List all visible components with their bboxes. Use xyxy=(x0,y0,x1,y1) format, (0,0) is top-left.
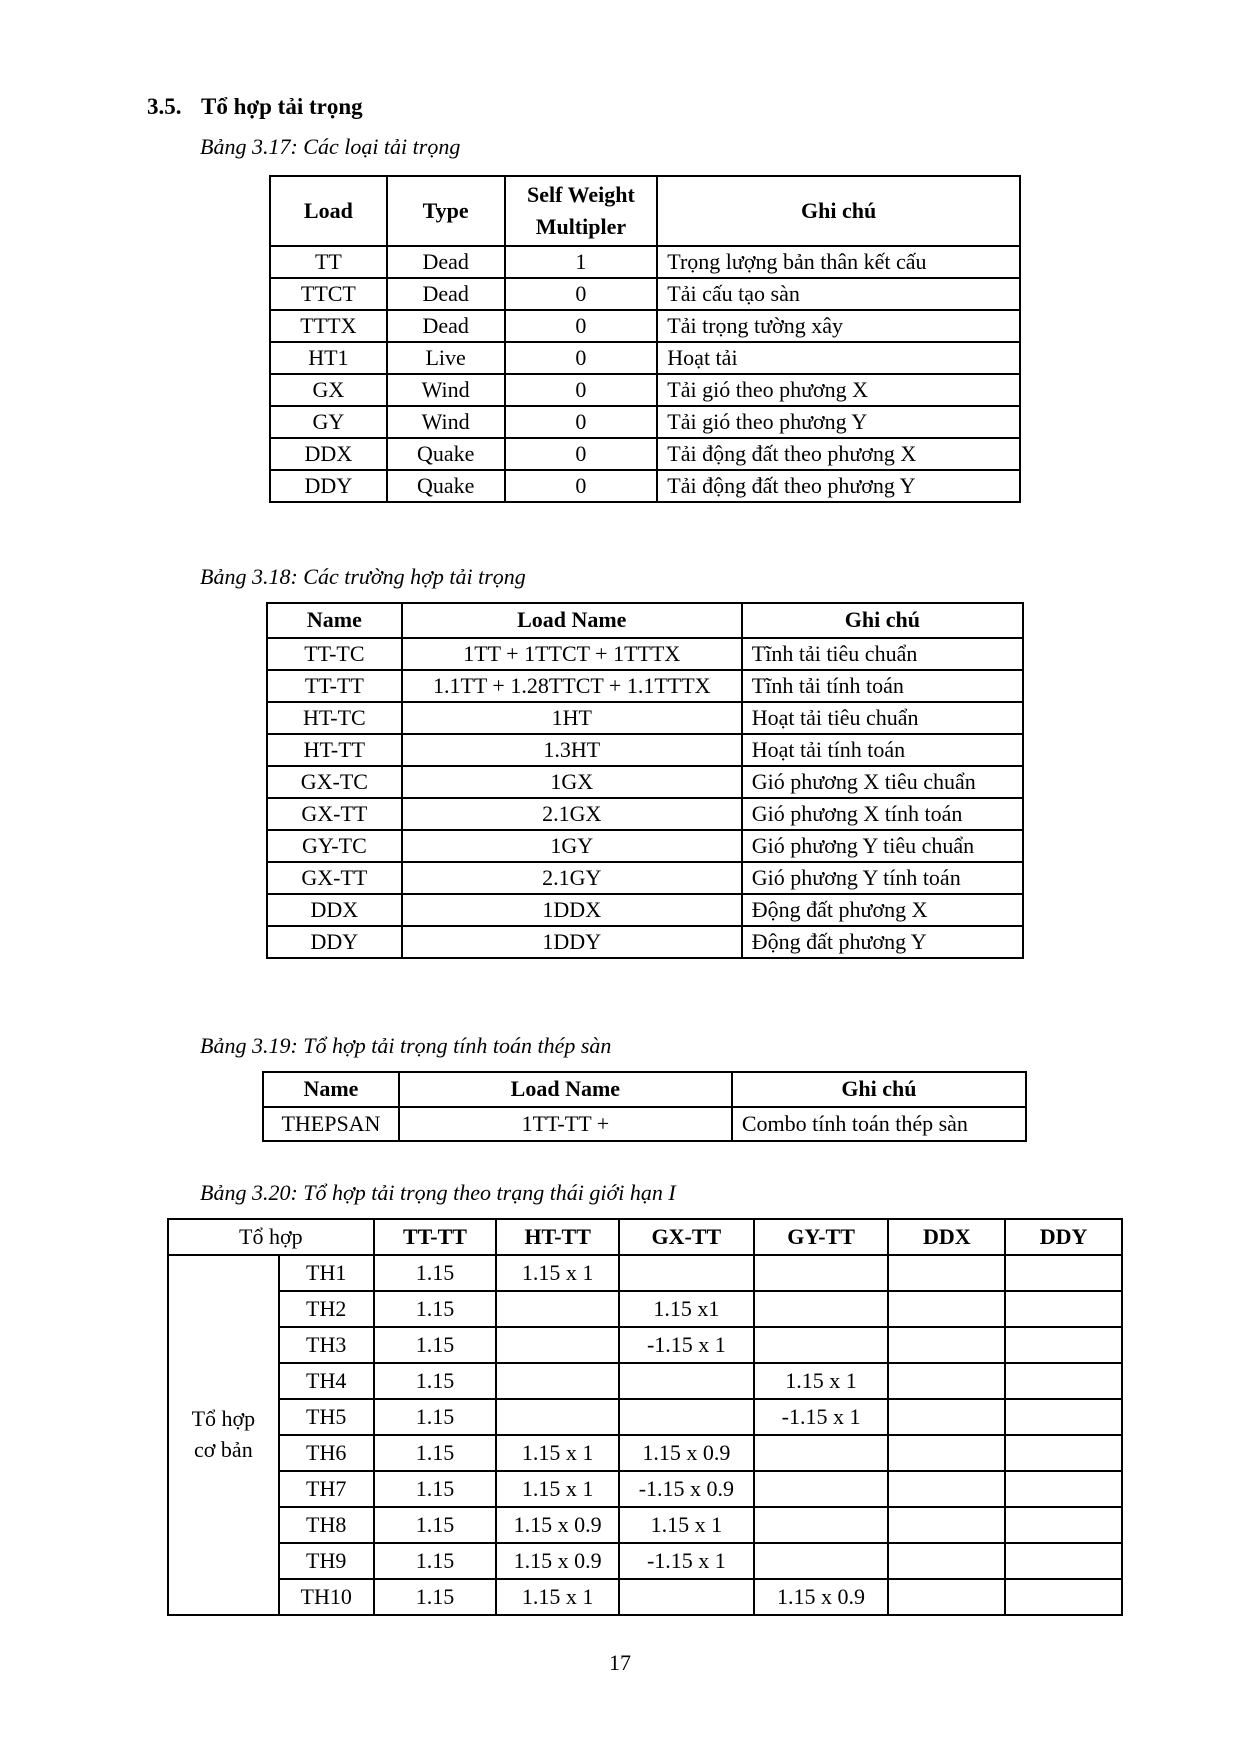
combo-name-cell: TH8 xyxy=(279,1507,374,1543)
ddy-cell xyxy=(1005,1471,1122,1507)
ht-tt-cell xyxy=(496,1399,619,1435)
ddx-cell xyxy=(888,1543,1005,1579)
header-tt-tt: TT-TT xyxy=(374,1219,497,1255)
load-cell: TTCT xyxy=(270,278,387,310)
tt-tt-cell: 1.15 xyxy=(374,1327,497,1363)
table-row xyxy=(168,1543,1122,1579)
gx-tt-cell: -1.15 x 1 xyxy=(619,1543,754,1579)
gx-tt-cell: -1.15 x 1 xyxy=(619,1327,754,1363)
note-cell: Tải động đất theo phương X xyxy=(657,438,1020,470)
gy-tt-cell xyxy=(754,1471,889,1507)
load-name-cell: 1.1TT + 1.28TTCT + 1.1TTTX xyxy=(402,670,742,702)
ddy-cell xyxy=(1005,1399,1122,1435)
load-name-cell: 1HT xyxy=(402,702,742,734)
type-cell: Live xyxy=(387,342,505,374)
header-load-name: Load Name xyxy=(399,1072,732,1107)
note-cell: Gió phương X tính toán xyxy=(742,798,1023,830)
header-note: Ghi chú xyxy=(742,603,1023,638)
table-row xyxy=(270,470,1020,502)
table-row xyxy=(267,638,1023,670)
ddy-cell xyxy=(1005,1543,1122,1579)
ht-tt-cell: 1.15 x 0.9 xyxy=(496,1543,619,1579)
ht-tt-cell: 1.15 x 1 xyxy=(496,1435,619,1471)
self-weight-cell: 0 xyxy=(505,278,658,310)
combo-name-cell: TH6 xyxy=(279,1435,374,1471)
load-name-cell: 1DDX xyxy=(402,894,742,926)
ht-tt-cell xyxy=(496,1363,619,1399)
table-row xyxy=(267,670,1023,702)
self-weight-cell: 1 xyxy=(505,246,658,278)
header-combo: Tổ hợp xyxy=(168,1219,374,1255)
note-cell: Combo tính toán thép sàn xyxy=(732,1107,1026,1141)
note-cell: Tải gió theo phương Y xyxy=(657,406,1020,438)
table-row xyxy=(267,862,1023,894)
ddx-cell xyxy=(888,1399,1005,1435)
load-name-cell: 1DDY xyxy=(402,926,742,958)
load-cases-table xyxy=(266,602,1024,959)
type-cell: Dead xyxy=(387,278,505,310)
section-heading xyxy=(147,94,363,120)
gy-tt-cell: 1.15 x 0.9 xyxy=(754,1579,889,1615)
name-cell: GX-TT xyxy=(267,798,402,830)
type-cell: Dead xyxy=(387,310,505,342)
header-load: Load xyxy=(270,176,387,246)
note-cell: Động đất phương X xyxy=(742,894,1023,926)
ddx-cell xyxy=(888,1363,1005,1399)
gx-tt-cell xyxy=(619,1363,754,1399)
combo-name-cell: TH1 xyxy=(279,1255,374,1291)
name-cell: DDY xyxy=(267,926,402,958)
table-row xyxy=(168,1399,1122,1435)
ddy-cell xyxy=(1005,1435,1122,1471)
table-row xyxy=(270,310,1020,342)
ddy-cell xyxy=(1005,1579,1122,1615)
header-note: Ghi chú xyxy=(657,176,1020,246)
table-row xyxy=(168,1435,1122,1471)
self-weight-cell: 0 xyxy=(505,470,658,502)
type-cell: Wind xyxy=(387,374,505,406)
table-row xyxy=(267,830,1023,862)
table-row xyxy=(168,1471,1122,1507)
ht-tt-cell: 1.15 x 1 xyxy=(496,1255,619,1291)
combo-group-label xyxy=(168,1255,279,1615)
table-row xyxy=(267,766,1023,798)
gy-tt-cell xyxy=(754,1255,889,1291)
load-name-cell: 2.1GY xyxy=(402,862,742,894)
ht-tt-cell: 1.15 x 1 xyxy=(496,1471,619,1507)
table-row xyxy=(168,1363,1122,1399)
load-cell: TTTX xyxy=(270,310,387,342)
note-cell: Tĩnh tải tính toán xyxy=(742,670,1023,702)
name-cell: GX-TC xyxy=(267,766,402,798)
note-cell: Trọng lượng bản thân kết cấu xyxy=(657,246,1020,278)
load-cell: TT xyxy=(270,246,387,278)
combo-name-cell: TH2 xyxy=(279,1291,374,1327)
ddx-cell xyxy=(888,1327,1005,1363)
gy-tt-cell xyxy=(754,1543,889,1579)
load-cell: GY xyxy=(270,406,387,438)
gy-tt-cell: -1.15 x 1 xyxy=(754,1399,889,1435)
ddy-cell xyxy=(1005,1363,1122,1399)
type-cell: Dead xyxy=(387,246,505,278)
name-cell: GY-TC xyxy=(267,830,402,862)
combo-name-cell: TH5 xyxy=(279,1399,374,1435)
name-cell: DDX xyxy=(267,894,402,926)
gy-tt-cell xyxy=(754,1507,889,1543)
load-cell: GX xyxy=(270,374,387,406)
combo-name-cell: TH4 xyxy=(279,1363,374,1399)
header-gx-tt: GX-TT xyxy=(619,1219,754,1255)
gx-tt-cell: 1.15 x 0.9 xyxy=(619,1435,754,1471)
table18-caption: Bảng 3.18: Các trường hợp tải trọng xyxy=(200,564,526,589)
note-cell: Tải trọng tường xây xyxy=(657,310,1020,342)
gy-tt-cell xyxy=(754,1327,889,1363)
load-name-cell: 1GY xyxy=(402,830,742,862)
header-self-weight: Self Weight Multipler xyxy=(505,176,658,246)
page-number: 17 xyxy=(609,1650,631,1675)
note-cell: Tải gió theo phương X xyxy=(657,374,1020,406)
tt-tt-cell: 1.15 xyxy=(374,1435,497,1471)
combo-group-label-line1: Tổ hợp xyxy=(191,1406,256,1432)
table-row xyxy=(168,1507,1122,1543)
name-cell: HT-TT xyxy=(267,734,402,766)
ddy-cell xyxy=(1005,1291,1122,1327)
gx-tt-cell: -1.15 x 0.9 xyxy=(619,1471,754,1507)
ddx-cell xyxy=(888,1291,1005,1327)
combo-name-cell: TH3 xyxy=(279,1327,374,1363)
table-row xyxy=(267,894,1023,926)
header-ddy: DDY xyxy=(1005,1219,1122,1255)
section-number: 3.5. xyxy=(147,94,182,119)
tt-tt-cell: 1.15 xyxy=(374,1291,497,1327)
header-name: Name xyxy=(267,603,402,638)
note-cell: Động đất phương Y xyxy=(742,926,1023,958)
gx-tt-cell xyxy=(619,1579,754,1615)
header-ht-tt: HT-TT xyxy=(496,1219,619,1255)
tt-tt-cell: 1.15 xyxy=(374,1507,497,1543)
self-weight-cell: 0 xyxy=(505,342,658,374)
ddx-cell xyxy=(888,1507,1005,1543)
table-row xyxy=(263,1107,1026,1141)
tt-tt-cell: 1.15 xyxy=(374,1543,497,1579)
table-row xyxy=(270,406,1020,438)
name-cell: TT-TC xyxy=(267,638,402,670)
header-type: Type xyxy=(387,176,505,246)
tt-tt-cell: 1.15 xyxy=(374,1579,497,1615)
ddy-cell xyxy=(1005,1255,1122,1291)
table-row xyxy=(270,374,1020,406)
combo-group-label-line2: cơ bản xyxy=(194,1437,253,1462)
gx-tt-cell xyxy=(619,1399,754,1435)
table-row xyxy=(267,702,1023,734)
self-weight-cell: 0 xyxy=(505,310,658,342)
tt-tt-cell: 1.15 xyxy=(374,1255,497,1291)
name-cell: THEPSAN xyxy=(263,1107,399,1141)
header-gy-tt: GY-TT xyxy=(754,1219,889,1255)
ht-tt-cell: 1.15 x 1 xyxy=(496,1579,619,1615)
self-weight-cell: 0 xyxy=(505,374,658,406)
load-name-cell: 1GX xyxy=(402,766,742,798)
slab-steel-combo-table xyxy=(262,1071,1027,1142)
note-cell: Gió phương Y tính toán xyxy=(742,862,1023,894)
table-row xyxy=(270,342,1020,374)
load-types-table xyxy=(269,175,1021,503)
header-note: Ghi chú xyxy=(732,1072,1026,1107)
gy-tt-cell xyxy=(754,1291,889,1327)
self-weight-cell: 0 xyxy=(505,438,658,470)
type-cell: Quake xyxy=(387,470,505,502)
load-cell: DDX xyxy=(270,438,387,470)
table-row xyxy=(267,926,1023,958)
table-row xyxy=(270,246,1020,278)
note-cell: Gió phương X tiêu chuẩn xyxy=(742,766,1023,798)
combo-name-cell: TH9 xyxy=(279,1543,374,1579)
tt-tt-cell: 1.15 xyxy=(374,1363,497,1399)
tt-tt-cell: 1.15 xyxy=(374,1399,497,1435)
table-row xyxy=(168,1327,1122,1363)
note-cell: Hoạt tải tiêu chuẩn xyxy=(742,702,1023,734)
ht-tt-cell: 1.15 x 0.9 xyxy=(496,1507,619,1543)
table-row xyxy=(168,1579,1122,1615)
table-row xyxy=(168,1255,1122,1291)
name-cell: HT-TC xyxy=(267,702,402,734)
ht-tt-cell xyxy=(496,1291,619,1327)
combo-name-cell: TH7 xyxy=(279,1471,374,1507)
table-row xyxy=(267,734,1023,766)
ddx-cell xyxy=(888,1255,1005,1291)
note-cell: Tải động đất theo phương Y xyxy=(657,470,1020,502)
type-cell: Quake xyxy=(387,438,505,470)
name-cell: TT-TT xyxy=(267,670,402,702)
limit-state-combo-table xyxy=(167,1218,1123,1616)
ddy-cell xyxy=(1005,1507,1122,1543)
ddy-cell xyxy=(1005,1327,1122,1363)
section-title: Tổ hợp tải trọng xyxy=(201,94,363,119)
table-row xyxy=(270,438,1020,470)
tt-tt-cell: 1.15 xyxy=(374,1471,497,1507)
load-name-cell: 2.1GX xyxy=(402,798,742,830)
self-weight-cell: 0 xyxy=(505,406,658,438)
gx-tt-cell: 1.15 x 1 xyxy=(619,1507,754,1543)
note-cell: Tải cấu tạo sàn xyxy=(657,278,1020,310)
gx-tt-cell xyxy=(619,1255,754,1291)
load-cell: HT1 xyxy=(270,342,387,374)
note-cell: Gió phương Y tiêu chuẩn xyxy=(742,830,1023,862)
gx-tt-cell: 1.15 x1 xyxy=(619,1291,754,1327)
type-cell: Wind xyxy=(387,406,505,438)
note-cell: Tĩnh tải tiêu chuẩn xyxy=(742,638,1023,670)
table-row xyxy=(267,798,1023,830)
note-cell: Hoạt tải xyxy=(657,342,1020,374)
ddx-cell xyxy=(888,1471,1005,1507)
table19-caption: Bảng 3.19: Tổ hợp tải trọng tính toán thép sàn xyxy=(200,1033,612,1058)
table-row xyxy=(168,1291,1122,1327)
table20-caption: Bảng 3.20: Tổ hợp tải trọng theo trạng thái giới hạn I xyxy=(200,1180,676,1205)
load-name-cell: 1TT-TT + xyxy=(399,1107,732,1141)
header-name: Name xyxy=(263,1072,399,1107)
ht-tt-cell xyxy=(496,1327,619,1363)
header-load-name: Load Name xyxy=(402,603,742,638)
header-ddx: DDX xyxy=(888,1219,1005,1255)
note-cell: Hoạt tải tính toán xyxy=(742,734,1023,766)
name-cell: GX-TT xyxy=(267,862,402,894)
table-row xyxy=(270,278,1020,310)
combo-name-cell: TH10 xyxy=(279,1579,374,1615)
ddx-cell xyxy=(888,1579,1005,1615)
table17-caption: Bảng 3.17: Các loại tải trọng xyxy=(200,134,461,159)
gy-tt-cell xyxy=(754,1435,889,1471)
load-name-cell: 1.3HT xyxy=(402,734,742,766)
load-name-cell: 1TT + 1TTCT + 1TTTX xyxy=(402,638,742,670)
ddx-cell xyxy=(888,1435,1005,1471)
gy-tt-cell: 1.15 x 1 xyxy=(754,1363,889,1399)
load-cell: DDY xyxy=(270,470,387,502)
